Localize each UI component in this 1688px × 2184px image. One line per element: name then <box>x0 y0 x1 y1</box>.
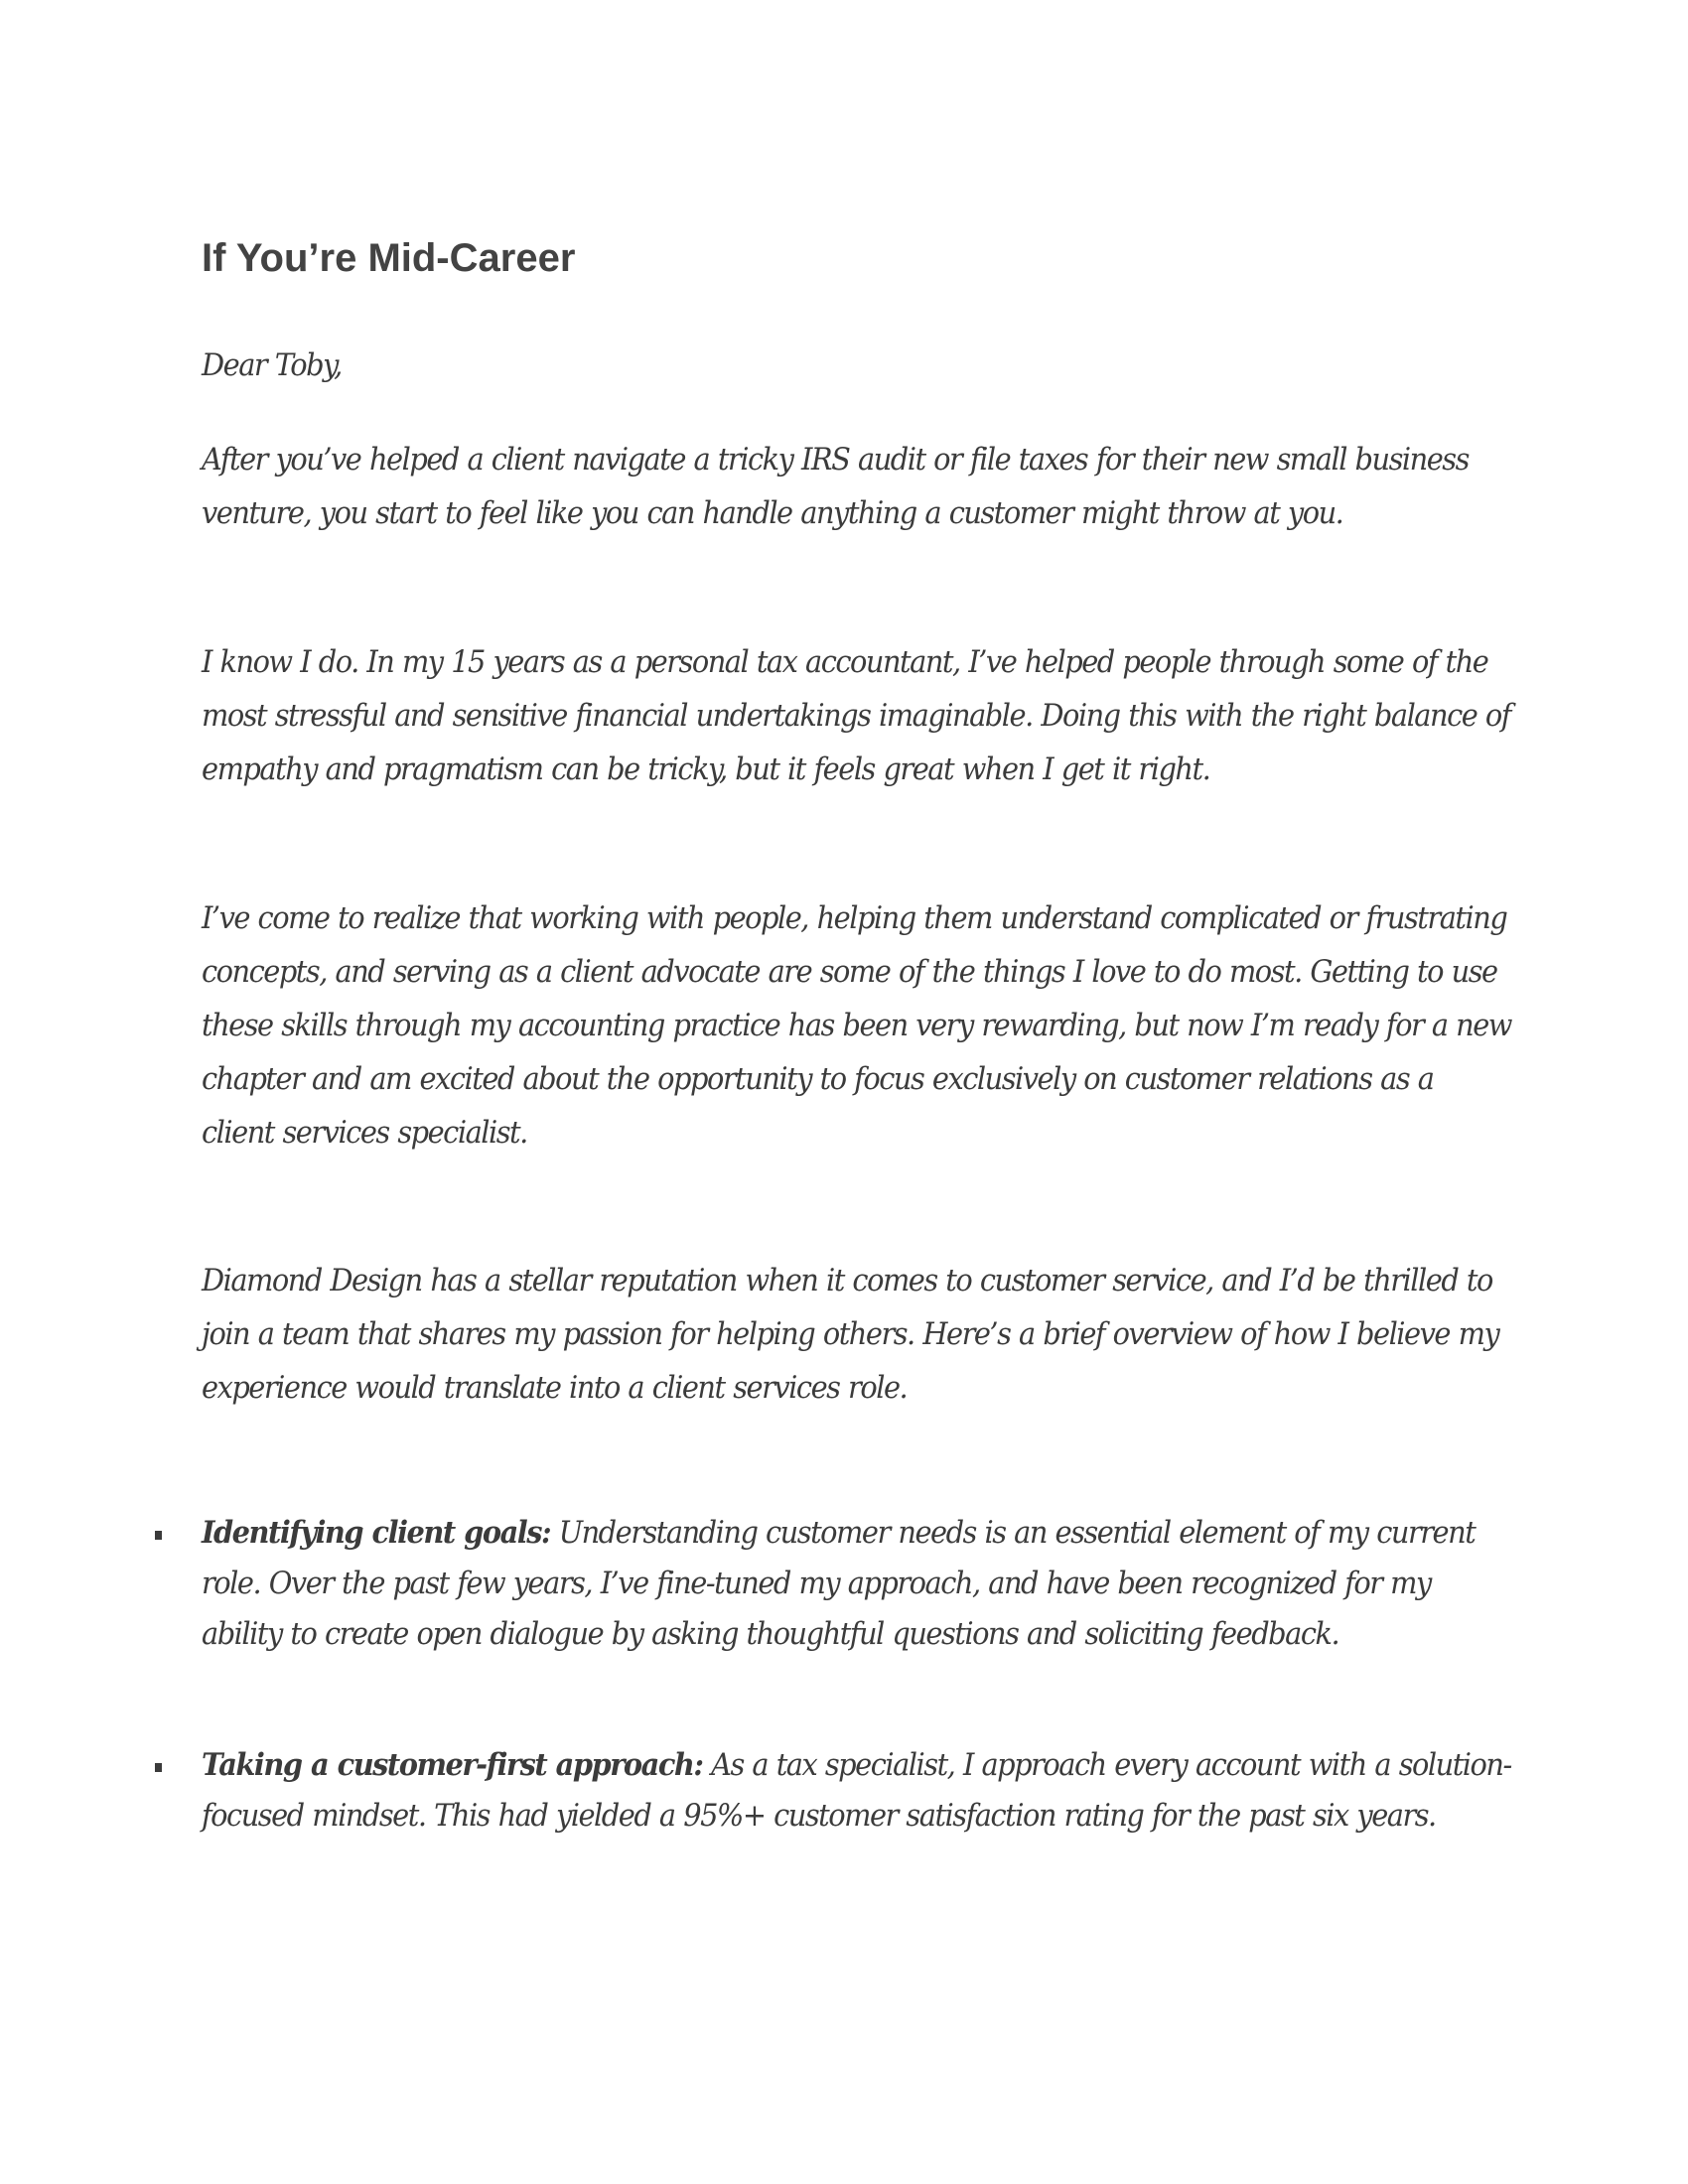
salutation: Dear Toby, <box>202 347 342 383</box>
bullet-item <box>202 1740 1612 1842</box>
bullet-lead: Taking a customer-first approach: <box>202 1747 703 1783</box>
bullet-body: Understanding customer needs is an essential element of my current role. Over the past few years, I’ve fine-tuned my approach, and have been recognized for my ability to create open dialogue by asking thoughtful questions and soliciting feedback. <box>202 1515 1476 1652</box>
bullet-body: As a tax specialist, I approach every account with a solution-focused mindset. This had yielded a 95%+ customer satisfaction rating for the past six years. <box>202 1747 1511 1834</box>
paragraph-4: Diamond Design has a stellar reputation when it comes to customer service, and I’d be thrilled to join a team that shares my passion for helping others. Here’s a brief overview of how I believe my experience would translate into a client services role. <box>202 1263 1499 1406</box>
bullet-lead: Identifying client goals: <box>202 1515 551 1551</box>
section-heading: If You’re Mid-Career <box>202 236 576 280</box>
square-bullet-icon <box>155 1531 162 1540</box>
bullet-text <box>202 1740 1513 1842</box>
paragraph-3: I’ve come to realize that working with people, helping them understand complicated or frustrating concepts, and serving as a client advocate are some of the things I love to do most. Getting to use these skills through my accounting practice has been very rewarding, but now I’m ready for a new chapter and am excited about the opportunity to focus exclusively on customer relations as a client services specialist. <box>202 900 1512 1151</box>
paragraph-2: I know I do. In my 15 years as a personal tax accountant, I’ve helped people through some of the most stressful and sensitive financial undertakings imaginable. Doing this with the right balance of empathy and pragmatism can be tricky, but it feels great when I get it right. <box>202 644 1510 787</box>
square-bullet-icon <box>155 1763 162 1772</box>
bullet-item <box>202 1508 1612 1660</box>
bullet-text <box>202 1508 1513 1660</box>
paragraph-1: After you’ve helped a client navigate a tricky IRS audit or file taxes for their new small business venture, you start to feel like you can handle anything a customer might throw at you. <box>202 442 1469 531</box>
